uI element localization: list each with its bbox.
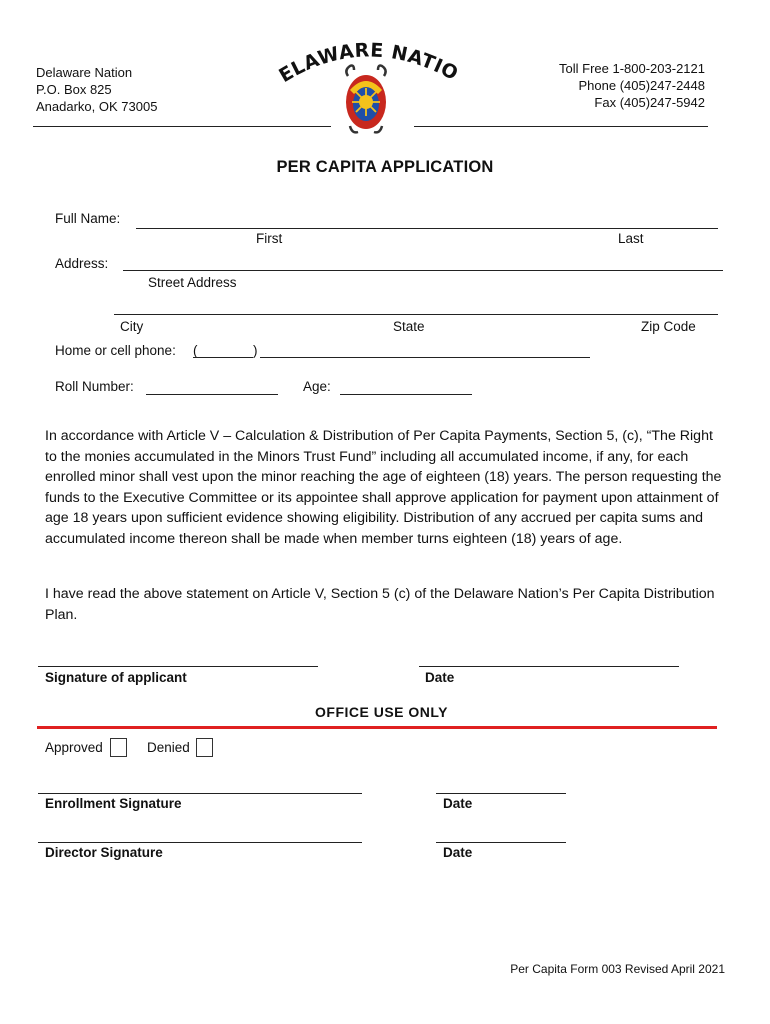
applicant-date-field[interactable] xyxy=(419,666,679,667)
approved-label: Approved xyxy=(45,740,103,755)
denied-checkbox[interactable] xyxy=(196,738,213,757)
article-v-statement: In accordance with Article V – Calculation & Distribution of Per Capita Payments, Section 5, (c), “The Right to the monies accumulated in the Minors Trust Fund” including all accumulated income, if any, for each enrolled minor shall vest upon the minor reaching the age of eighteen (18) years. The person requesting the funds to the Executive Committee or its appointee shall approve application for payment upon attainment of age 18 years upon sufficient evidence showing eligibility. Distribution of any accrued per capita sums and accumulated income thereon shall be made when member turns eighteen (18) years of age. xyxy=(45,428,722,547)
director-date-field[interactable] xyxy=(436,842,566,843)
fax-number: Fax (405)247-5942 xyxy=(594,95,705,110)
street-address-field[interactable] xyxy=(123,270,723,271)
full-name-label: Full Name: xyxy=(55,211,121,226)
full-name-field[interactable] xyxy=(136,228,718,229)
phone-label: Home or cell phone: xyxy=(55,343,176,358)
enrollment-date-label: Date xyxy=(443,796,473,811)
applicant-signature-field[interactable] xyxy=(38,666,318,667)
street-address-caption: Street Address xyxy=(148,275,237,290)
acknowledgement-statement: I have read the above statement on Article V, Section 5 (c) of the Delaware Nation’s Per Capita Distribution Plan. xyxy=(45,586,715,623)
toll-free-number: Toll Free 1-800-203-2121 xyxy=(559,61,705,76)
approved-checkbox[interactable] xyxy=(110,738,127,757)
org-address xyxy=(36,64,157,115)
office-use-rule xyxy=(37,726,717,729)
delaware-nation-logo xyxy=(266,32,466,140)
last-name-caption: Last xyxy=(618,231,644,246)
phone-area-code-field[interactable] xyxy=(193,357,253,358)
header-rule-right xyxy=(414,126,708,127)
denied-label: Denied xyxy=(147,740,190,755)
applicant-signature-label: Signature of applicant xyxy=(45,670,187,685)
city-state-zip-field[interactable] xyxy=(114,314,718,315)
state-caption: State xyxy=(393,319,425,334)
phone-area-open-paren: ( xyxy=(193,343,198,358)
phone-number-field[interactable] xyxy=(260,357,590,358)
director-signature-field[interactable] xyxy=(38,842,362,843)
age-label: Age: xyxy=(303,379,331,394)
enrollment-signature-field[interactable] xyxy=(38,793,362,794)
page-title: PER CAPITA APPLICATION xyxy=(276,158,494,176)
org-po-box: P.O. Box 825 xyxy=(36,82,112,97)
applicant-date-label: Date xyxy=(425,670,455,685)
form-revision-id: Per Capita Form 003 Revised April 2021 xyxy=(510,962,725,976)
contact-info xyxy=(559,60,705,111)
age-field[interactable] xyxy=(340,394,472,395)
office-use-heading: OFFICE USE ONLY xyxy=(315,704,449,720)
svg-text:DELAWARE NATION: ELAWARE NATIO xyxy=(275,39,462,88)
roll-number-label: Roll Number: xyxy=(55,379,134,394)
phone-area-close-paren: ) xyxy=(253,343,258,358)
first-name-caption: First xyxy=(256,231,283,246)
enrollment-date-field[interactable] xyxy=(436,793,566,794)
org-city: Anadarko, OK 73005 xyxy=(36,99,158,114)
roll-number-field[interactable] xyxy=(146,394,278,395)
org-name: Delaware Nation xyxy=(36,65,133,80)
director-signature-label: Director Signature xyxy=(45,845,163,860)
zip-code-caption: Zip Code xyxy=(641,319,696,334)
phone-number: Phone (405)247-2448 xyxy=(578,78,705,93)
address-label: Address: xyxy=(55,256,109,271)
logo-emblem xyxy=(346,66,386,133)
city-caption: City xyxy=(120,319,144,334)
enrollment-signature-label: Enrollment Signature xyxy=(45,796,182,811)
director-date-label: Date xyxy=(443,845,473,860)
